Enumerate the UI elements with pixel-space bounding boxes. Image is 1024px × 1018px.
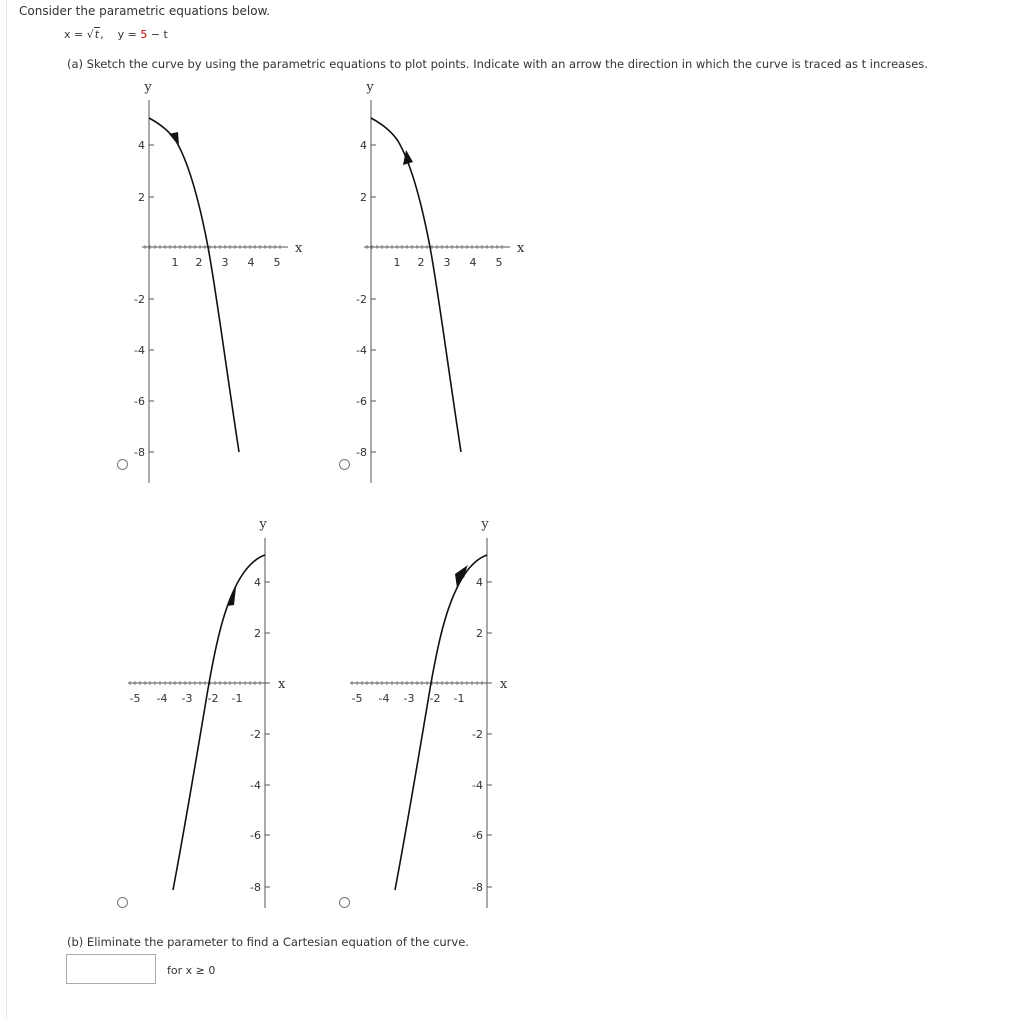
direction-arrow-down [169,132,179,146]
x-tick-label: 5 [273,256,281,269]
y-tick-label: -8 [250,881,261,894]
x-tick-label: -2 [429,692,441,705]
y-tick-label: -8 [356,446,367,459]
x-tick-label: 3 [221,256,229,269]
y-tick-label: -8 [472,881,483,894]
y-tick-label: 2 [360,191,367,204]
problem-intro: Consider the parametric equations below. [19,4,271,18]
x-tick-label: 1 [393,256,401,269]
equation-y-constant: 5 [140,28,148,41]
x-tick-label: -3 [403,692,415,705]
y-major-ticks [149,145,154,452]
domain-note: for x ≥ 0 [167,964,216,977]
y-tick-label: -2 [472,728,483,741]
y-axis-label: y [259,517,267,532]
y-tick-label: -6 [472,829,483,842]
y-tick-label: -6 [250,829,261,842]
x-tick-label: 3 [443,256,451,269]
equation-x-lhs: x = [64,28,87,41]
graph-b [322,75,532,490]
y-tick-label: -6 [356,395,367,408]
y-tick-label: -6 [134,395,145,408]
x-axis-label: x [517,241,525,256]
x-tick-label: -5 [129,692,141,705]
x-tick-label: -4 [156,692,168,705]
y-axis-label: y [481,517,489,532]
equation-y-lhs: y = [117,28,141,41]
y-tick-label: 4 [360,139,367,152]
y-major-ticks [371,145,376,452]
y-major-ticks [487,582,492,887]
x-tick-label: -1 [453,692,465,705]
left-border [6,0,7,1018]
x-axis-label: x [278,677,286,692]
x-tick-label: 5 [495,256,503,269]
sqrt-symbol: √t [86,28,100,41]
y-tick-label: -4 [356,344,367,357]
x-tick-label: 2 [195,256,203,269]
y-tick-label: 2 [138,191,145,204]
y-tick-label: -8 [134,446,145,459]
x-tick-label: 1 [171,256,179,269]
y-tick-label: 4 [476,576,483,589]
y-tick-label: -4 [134,344,145,357]
equation-x-radicand: t [94,28,100,41]
x-tick-label: -1 [231,692,243,705]
x-tick-label: 2 [417,256,425,269]
graph-d [342,510,532,910]
y-tick-label: 2 [476,627,483,640]
equation-separator: , [100,28,104,41]
y-tick-label: 4 [254,576,261,589]
curve [149,118,239,452]
y-tick-label: -2 [134,293,145,306]
x-tick-label: 4 [247,256,255,269]
x-axis-label: x [295,241,303,256]
x-tick-label: 4 [469,256,477,269]
y-tick-label: -2 [356,293,367,306]
curve [371,118,461,452]
y-tick-label: 2 [254,627,261,640]
x-axis-label: x [500,677,508,692]
y-tick-label: -2 [250,728,261,741]
x-tick-label: -3 [181,692,193,705]
y-axis-label: y [144,80,152,95]
y-major-ticks [265,582,270,887]
parametric-equations [64,28,168,41]
y-axis-label: y [366,80,374,95]
y-tick-label: -4 [250,779,261,792]
graph-a [100,75,310,490]
graph-c [120,510,310,910]
cartesian-equation-input[interactable] [66,954,156,984]
x-tick-label: -4 [378,692,390,705]
equation-y-rest: − t [147,28,168,41]
x-tick-label: -2 [207,692,219,705]
part-b-instructions: (b) Eliminate the parameter to find a Cartesian equation of the curve. [67,935,469,949]
direction-arrow-head [455,565,468,588]
y-tick-label: -4 [472,779,483,792]
part-a-instructions: (a) Sketch the curve by using the parametric equations to plot points. Indicate with an arrow the direction in which the curve is traced as t increases. [67,57,928,71]
x-tick-label: -5 [351,692,363,705]
y-tick-label: 4 [138,139,145,152]
